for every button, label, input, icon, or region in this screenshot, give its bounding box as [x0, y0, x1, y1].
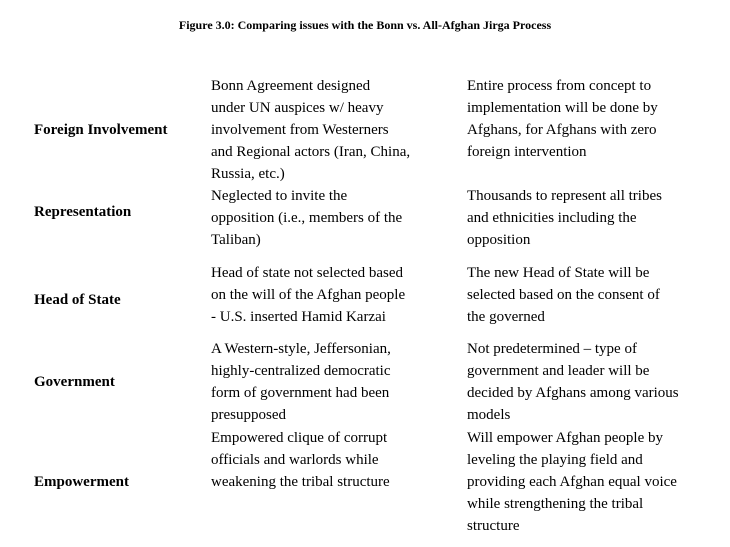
text-line: Neglected to invite the — [211, 188, 348, 204]
text-line: leveling the playing field and — [467, 452, 643, 468]
text-line: Russia, etc.) — [211, 166, 285, 182]
jirga-cell — [467, 185, 707, 251]
text-line: Afghans, for Afghans with zero — [467, 122, 657, 138]
text-line: weakening the tribal structure — [211, 474, 390, 490]
jirga-cell — [467, 338, 707, 426]
text-line: Not predetermined – type of — [467, 341, 637, 357]
text-line: Entire process from concept to — [467, 78, 652, 94]
text-line: involvement from Westerners — [211, 122, 389, 138]
row-label: Foreign Involvement — [34, 122, 168, 138]
text-line: and ethnicities including the — [467, 210, 637, 226]
text-line: foreign intervention — [467, 144, 587, 160]
text-line: officials and warlords while — [211, 452, 379, 468]
bonn-cell — [211, 427, 431, 493]
text-line: opposition — [467, 232, 531, 248]
text-line: decided by Afghans among various — [467, 385, 679, 401]
row-label: Representation — [34, 204, 132, 220]
row-label: Empowerment — [34, 474, 129, 490]
jirga-cell — [467, 262, 707, 328]
text-line: under UN auspices w/ heavy — [211, 100, 384, 116]
text-line: A Western-style, Jeffersonian, — [211, 341, 391, 357]
text-line: the governed — [467, 309, 545, 325]
text-line: structure — [467, 518, 520, 534]
bonn-cell — [211, 262, 431, 328]
text-line: while strengthening the tribal — [467, 496, 644, 512]
text-line: The new Head of State will be — [467, 265, 650, 281]
bonn-cell — [211, 338, 431, 426]
jirga-cell — [467, 427, 707, 537]
text-line: Bonn Agreement designed — [211, 78, 371, 94]
text-line: highly-centralized democratic — [211, 363, 391, 379]
text-line: Head of state not selected based — [211, 265, 404, 281]
text-line: - U.S. inserted Hamid Karzai — [211, 309, 386, 325]
text-line: implementation will be done by — [467, 100, 658, 116]
text-line: form of government had been — [211, 385, 390, 401]
figure-caption: Figure 3.0: Comparing issues with the Bonn vs. All-Afghan Jirga Process — [178, 18, 552, 32]
text-line: opposition (i.e., members of the — [211, 210, 403, 226]
text-line: and Regional actors (Iran, China, — [211, 144, 411, 160]
text-line: selected based on the consent of — [467, 287, 660, 303]
bonn-cell — [211, 185, 431, 251]
text-line: Thousands to represent all tribes — [467, 188, 662, 204]
bonn-cell — [211, 75, 431, 185]
jirga-cell — [467, 75, 707, 163]
row-label: Head of State — [34, 292, 121, 308]
text-line: on the will of the Afghan people — [211, 287, 406, 303]
text-line: presupposed — [211, 407, 286, 423]
text-line: Taliban) — [211, 232, 261, 248]
text-line: models — [467, 407, 511, 423]
text-line: government and leader will be — [467, 363, 650, 379]
row-label: Government — [34, 374, 115, 390]
text-line: Empowered clique of corrupt — [211, 430, 388, 446]
text-line: providing each Afghan equal voice — [467, 474, 677, 490]
text-line: Will empower Afghan people by — [467, 430, 664, 446]
